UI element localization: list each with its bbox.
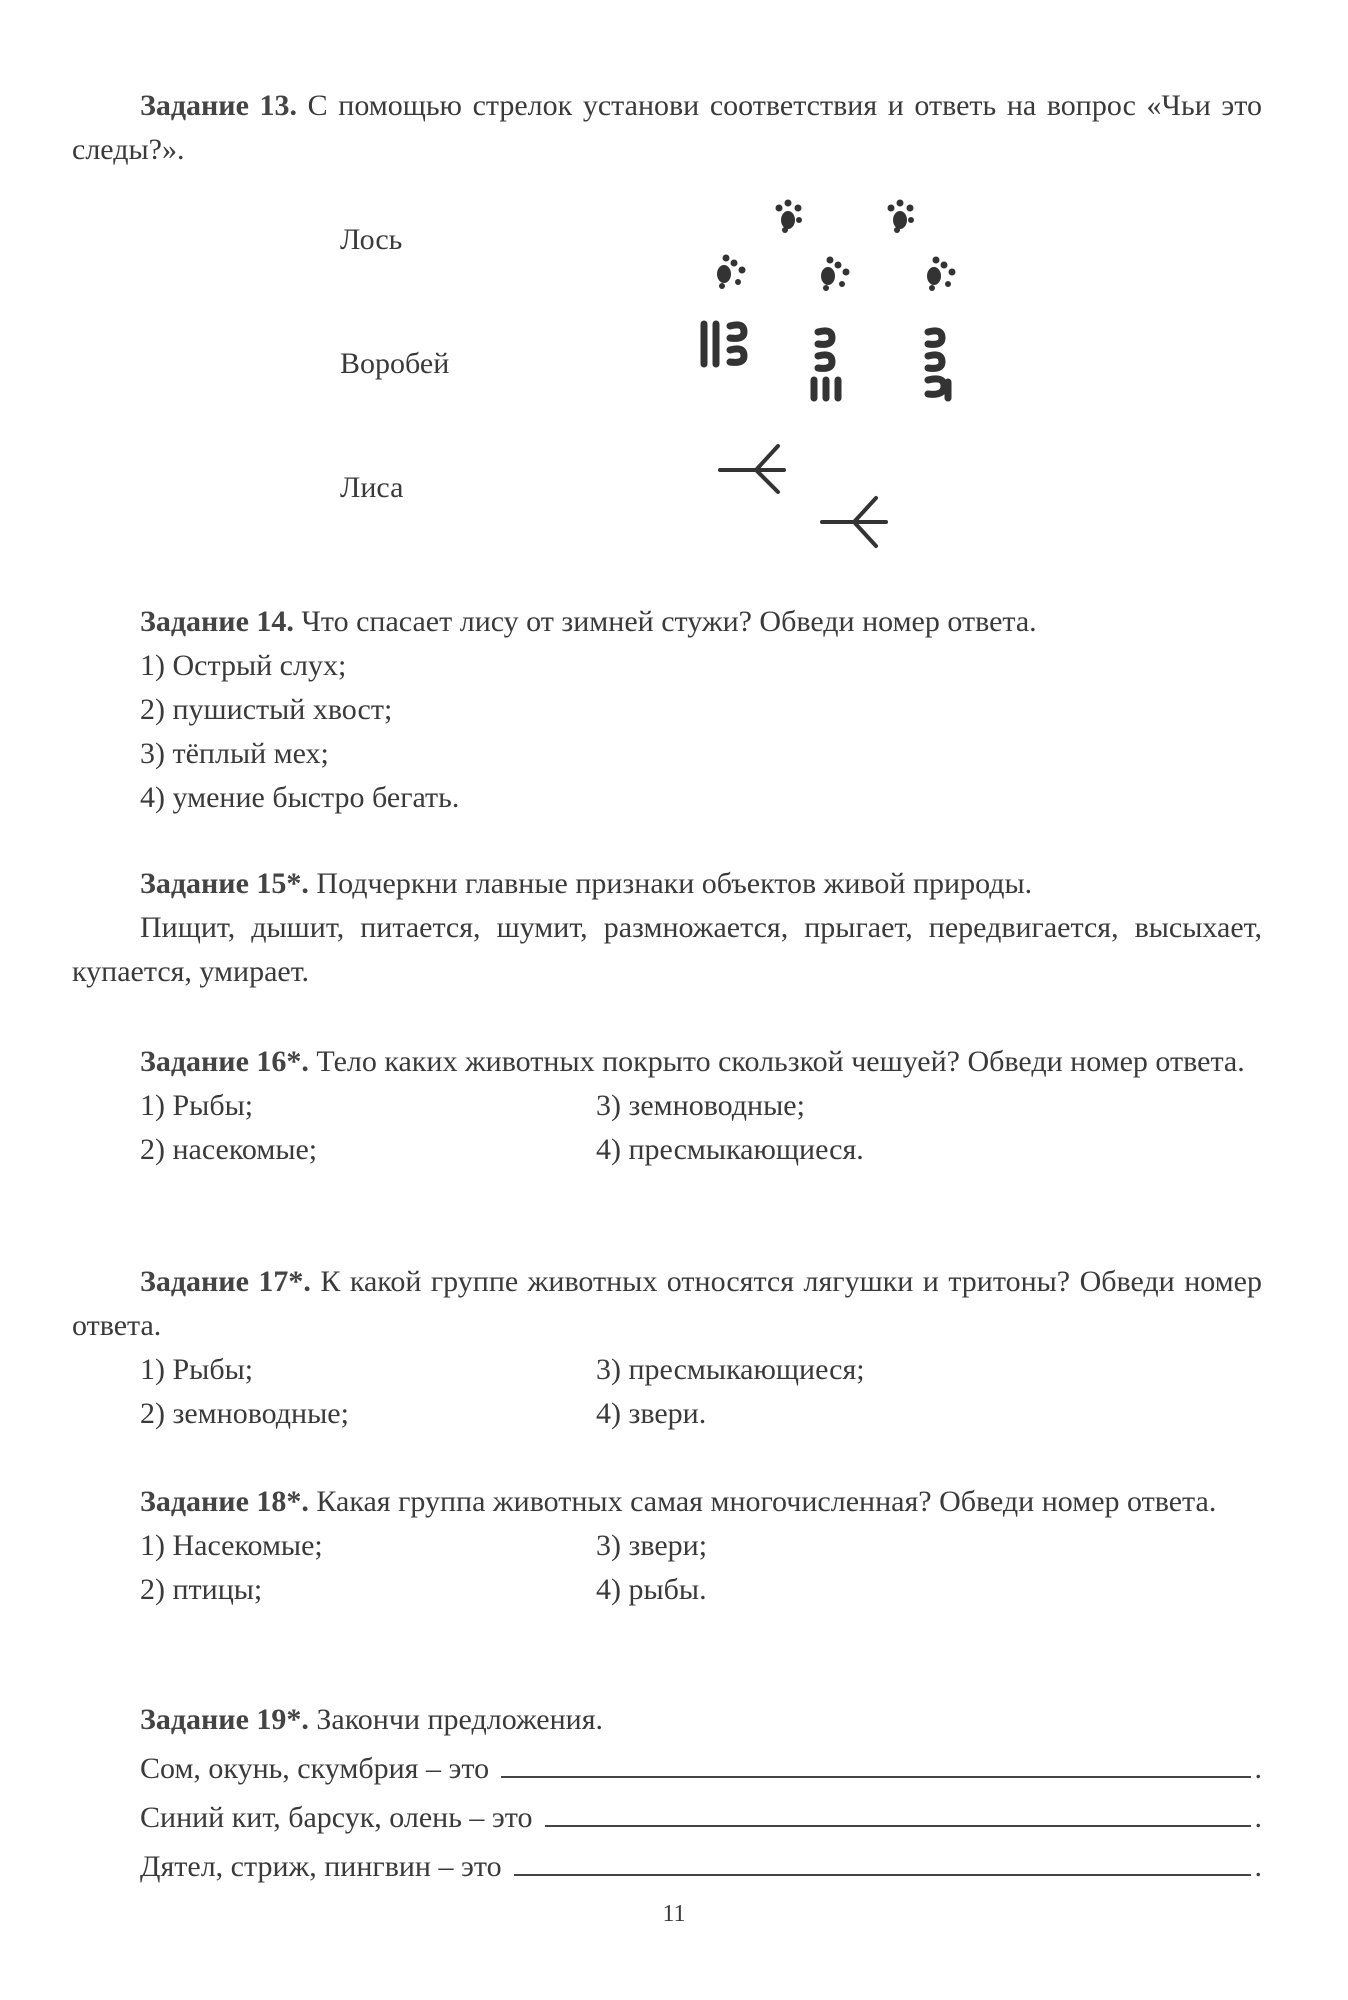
task-19-title: Задание 19*.	[140, 1703, 309, 1736]
task-19-sentence	[72, 1742, 1262, 1791]
task-14-option[interactable]: 3) тёплый мех;	[140, 737, 329, 770]
task-16-option[interactable]: 1) Рыбы;	[140, 1089, 254, 1122]
task-15	[72, 862, 1262, 994]
sentence-start: Дятел, стриж, пингвин – это	[140, 1850, 502, 1883]
task-16-option[interactable]: 3) земноводные;	[596, 1089, 805, 1122]
task-13-title: Задание 13.	[140, 89, 298, 122]
task-14-option[interactable]: 2) пушистый хвост;	[140, 693, 393, 726]
sentence-end: .	[1254, 1752, 1262, 1785]
task-18-title: Задание 18*.	[140, 1485, 309, 1518]
animal-label-moose: Лось	[340, 223, 403, 256]
task-18-prompt	[72, 1480, 1262, 1524]
task-16-option[interactable]: 2) насекомые;	[140, 1133, 318, 1166]
answer-blank[interactable]	[501, 1742, 1250, 1778]
task-15-text: Подчеркни главные признаки объектов живой природы.	[308, 867, 1033, 900]
task-18-options	[72, 1524, 1262, 1612]
task-14-option[interactable]: 1) Острый слух;	[140, 649, 347, 682]
task-16	[72, 1040, 1262, 1172]
task-15-title: Задание 15*.	[140, 867, 309, 900]
task-19-sentence	[72, 1840, 1262, 1889]
task-19-prompt	[72, 1698, 1262, 1742]
task-14	[72, 600, 1262, 820]
task-16-prompt	[72, 1040, 1262, 1084]
task-14-text: Что спасает лису от зимней стужи? Обведи номер ответа.	[293, 605, 1037, 638]
task-17-prompt	[72, 1260, 1262, 1348]
task-17-options	[72, 1348, 1262, 1436]
task-19-text: Закончи предложения.	[308, 1703, 604, 1736]
task-18-option[interactable]: 1) Насекомые;	[140, 1529, 323, 1562]
task-16-title: Задание 16*.	[140, 1045, 309, 1078]
task-16-options	[72, 1084, 1262, 1172]
animal-tracks-illustration	[690, 190, 990, 570]
task-17-option[interactable]: 4) звери.	[596, 1397, 707, 1430]
task-14-prompt	[72, 600, 1262, 644]
task-17-option[interactable]: 1) Рыбы;	[140, 1353, 254, 1386]
sentence-end: .	[1254, 1850, 1262, 1883]
task-18-option[interactable]: 4) рыбы.	[596, 1573, 707, 1606]
task-17-text: К какой группе животных относятся лягушки и тритоны? Обведи номер ответа.	[72, 1265, 1262, 1342]
task-18-option[interactable]: 3) звери;	[596, 1529, 708, 1562]
task-15-words[interactable]: Пищит, дышит, питается, шумит, размножается, прыгает, передвигается, высыхает, купается, умирает.	[72, 911, 1262, 988]
answer-blank[interactable]	[545, 1791, 1251, 1827]
task-17-option[interactable]: 2) земноводные;	[140, 1397, 349, 1430]
task-14-title: Задание 14.	[140, 605, 294, 638]
task-14-option[interactable]: 4) умение быстро бегать.	[140, 781, 460, 814]
task-13	[72, 84, 1262, 172]
task-18	[72, 1480, 1262, 1612]
sparrow-footprints-icon	[720, 446, 886, 546]
task-15-prompt	[72, 862, 1262, 906]
task-18-text: Какая группа животных самая многочисленная? Обведи номер ответа.	[308, 1485, 1217, 1518]
moose-hoof-tracks-icon	[704, 324, 948, 398]
task-17-title: Задание 17*.	[140, 1265, 311, 1298]
animal-label-fox: Лиса	[340, 471, 404, 504]
sentence-start: Синий кит, барсук, олень – это	[140, 1801, 533, 1834]
animal-label-sparrow: Воробей	[340, 347, 450, 380]
task-13-prompt	[72, 84, 1262, 172]
task-19	[72, 1698, 1262, 1889]
task-19-sentence	[72, 1791, 1262, 1840]
answer-blank[interactable]	[514, 1840, 1251, 1876]
task-16-option[interactable]: 4) пресмыкающиеся.	[596, 1133, 864, 1166]
page-number: 11	[662, 1901, 686, 1927]
sentence-start: Сом, окунь, скумбрия – это	[140, 1752, 490, 1785]
task-17-option[interactable]: 3) пресмыкающиеся;	[596, 1353, 865, 1386]
task-16-text: Тело каких животных покрыто скользкой чешуей? Обведи номер ответа.	[308, 1045, 1245, 1078]
task-13-text: С помощью стрелок установи соответствия и ответь на вопрос «Чьи это следы?».	[72, 89, 1262, 166]
sentence-end: .	[1254, 1801, 1262, 1834]
task-17	[72, 1260, 1262, 1436]
task-18-option[interactable]: 2) птицы;	[140, 1573, 263, 1606]
fox-paw-tracks-icon	[717, 200, 956, 292]
